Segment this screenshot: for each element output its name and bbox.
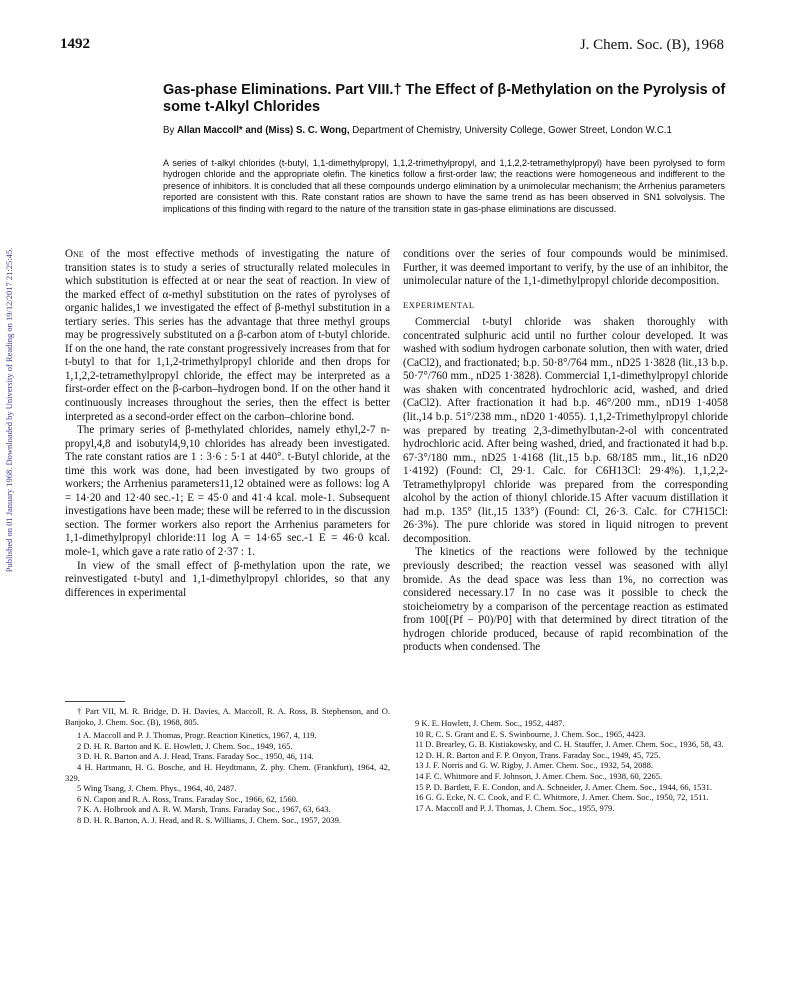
body-paragraph: Commercial t-butyl chloride was shaken thoroughly with concentrated sulphuric acid until no further colour developed. It was washed with sodium hydrogen carbonate solution, then with water, dried (CaCl2), and fractionated; b.p. 50·8°/764 mm., nD25 1·3828 (lit.,13 b.p. 50·7°/760 mm., nD25 1·3828). Commercial 1,1-dimethylpropyl chloride was shaken with concentrated hydrochloric acid, washed, and dried (CaCl2). After fractionation it had b.p. 46°/200 mm., nD19 1·4058 (lit.,14 b.p. 51°/238 mm., nD20 1·4055). 1,1,2-Trimethylpropyl chloride was prepared by treating 2,3-dimethylbutan-2-ol with concentrated hydrochloric acid. After being washed, dried, and fractionated it had b.p. 67·3°/180 mm., nD25 1·4168 (lit.,15 b.p. 68/185 mm., lit.,16 nD20 1·4192) (Found: Cl, 29·1. Calc. for C6H13Cl: 29·4%). 1,1,2,2-Tetramethylpropyl chloride was prepared from the corresponding alcohol by the action of thionyl chloride.15 After vacuum distillation it had m.p. 135° (lit.,15 133°) (Found: Cl, 26·3. Calc. for C7H15Cl: 26·3%). The pure chloride was stored in liquid nitrogen to prevent decomposition. bbox=[403, 316, 728, 545]
right-column bbox=[403, 248, 728, 655]
footnotes-left bbox=[65, 706, 390, 826]
author-prefix: By bbox=[163, 125, 177, 136]
author-names: Allan Maccoll* and (Miss) S. C. Wong, bbox=[177, 125, 350, 136]
reference: 6 N. Capon and R. A. Ross, Trans. Faraday Soc., 1966, 62, 1560. bbox=[77, 793, 299, 804]
page-number: 1492 bbox=[60, 36, 90, 52]
reference: 1 A. Maccoll and P. J. Thomas, Progr. Reaction Kinetics, 1967, 4, 119. bbox=[77, 730, 317, 741]
article-title: Gas-phase Eliminations. Part VIII.† The Effect of β-Methylation on the Pyrolysis of some t-Alkyl Chlorides bbox=[163, 82, 726, 115]
body-paragraph: The kinetics of the reactions were followed by the technique previously described; the reaction vessel was seasoned with allyl bromide. As the dead space was less than 1%, no correction was considered necessary.17 In no case was it possible to check the stoicheiometry by a comparison of the percentage reaction as estimated from 100[(Pf − P0)/P0] with that determined by direct titration of the hydrogen chloride produced, because of rapid recombination of the products when condensed. The bbox=[403, 546, 728, 654]
footnote-rule bbox=[65, 701, 125, 702]
intro-paragraph bbox=[65, 248, 390, 424]
reference: 2 D. H. R. Barton and K. E. Howlett, J. Chem. Soc., 1949, 165. bbox=[77, 740, 293, 751]
drop-word: One bbox=[65, 248, 84, 260]
reference: 4 H. Hartmann, H. G. Bosche, and H. Heydtmann, Z. phy. Chem. (Frankfurt), 1964, 42, 329. bbox=[65, 761, 390, 783]
reference: 3 D. H. R. Barton and A. J. Head, Trans. Faraday Soc., 1950, 46, 114. bbox=[77, 751, 314, 762]
section-heading: EXPERIMENTAL bbox=[403, 299, 475, 310]
reference: 9 K. E. Howlett, J. Chem. Soc., 1952, 4487. bbox=[415, 718, 565, 728]
reference: 15 P. D. Bartlett, F. E. Condon, and A. Schneider, J. Amer. Chem. Soc., 1944, 66, 1531. bbox=[415, 781, 712, 792]
reference: 5 Wing Tsang, J. Chem. Phys., 1964, 40, 2487. bbox=[77, 783, 237, 794]
body-paragraph: The primary series of β-methylated chlorides, namely ethyl,2-7 n-propyl,4,8 and isobutyl4,9,10 chlorides has already been investigated. The rate constant ratios are 1 : 3·6 : 5·1 at 440°. t-Butyl chloride, at the time this work was done, had been investigated by two groups of workers; the Arrhenius parameters11,12 obtained were as follows: log A = 14·20 and 12·40 sec.-1; E = 45·0 and 41·4 kcal. mole-1. Subsequent investigations have been made; these will be referred to in the discussion section. The former workers also report the Arrhenius parameters for 1,1-dimethylpropyl chloride:11 log A = 14·65 sec.-1 E = 46·0 kcal. mole-1, which gave a rate ratio of 2·37 : 1. bbox=[65, 424, 390, 559]
footnotes-right bbox=[403, 718, 728, 813]
intro-text: of the most effective methods of investigating the nature of transition states is to study a series of structurally related molecules in which substitution is effected at or near the seat of reaction. In view of the marked effect of α-methyl substitution on the rates of pyrolyses of organic halides,1 we investigated the effect of β-methyl substitution in a tertiary series. This series has the advantage that three methyl groups may be progressively substituted on a β-carbon atom of t-butyl chloride. If on the one hand, the rate constant progressively increases from that for t-butyl to that for 1,1,2-trimethylpropyl chloride and then drops for 1,1,2,2-tetramethylpropyl chloride, the effect may be interpreted as a first-order effect on the β-carbon–hydrogen bond. If on the other hand it continuously increases throughout the series, then the effect is better interpreted as a second-order effect on the carbon–chlorine bond. bbox=[65, 248, 390, 423]
left-column bbox=[65, 248, 390, 600]
reference: 14 F. C. Whitmore and F. Johnson, J. Amer. Chem. Soc., 1938, 60, 2265. bbox=[415, 770, 663, 781]
author-affiliation: Department of Chemistry, University College, Gower Street, London W.C.1 bbox=[349, 125, 672, 136]
journal-header: J. Chem. Soc. (B), 1968 bbox=[579, 37, 724, 53]
reference: 7 K. A. Holbrook and A. R. W. Marsh, Trans. Faraday Soc., 1967, 63, 643. bbox=[77, 804, 331, 815]
reference: 13 J. F. Norris and G. W. Rigby, J. Amer. Chem. Soc., 1932, 54, 2088. bbox=[415, 760, 653, 771]
reference: 12 D. H. R. Barton and F. P. Onyon, Trans. Faraday Soc., 1949, 45, 725. bbox=[415, 749, 661, 760]
download-watermark bbox=[0, 190, 18, 630]
abstract: A series of t-alkyl chlorides (t-butyl, 1,1-dimethylpropyl, 1,1,2-trimethylpropyl, and 1,1,2,2-tetramethylpropyl) have been pyrolysed to form hydrogen chloride and the appropriate olefin. The kinetics follow a first-order law; the reactions were homogeneous and indifferent to the presence of inhibitors. It is concluded that all these compounds undergo elimination by a unimolecular mechanism; the Arrhenius parameters reported are consistent with this. Rate constant ratios are shown to have the same trend as has been observed in SN1 solvolysis. The implications of this finding with regard to the nature of the transition state in gas-phase eliminations are discussed. bbox=[163, 158, 725, 214]
author-line bbox=[163, 124, 728, 137]
reference: 17 A. Maccoll and P. J. Thomas, J. Chem. Soc., 1955, 979. bbox=[415, 802, 615, 813]
reference: 10 R. C. S. Grant and E. S. Swinbourne, J. Chem. Soc., 1965, 4423. bbox=[415, 728, 646, 739]
body-paragraph: In view of the small effect of β-methylation upon the rate, we reinvestigated t-butyl and 1,1-dimethylpropyl chlorides, so that any differences in experimental bbox=[65, 559, 390, 599]
reference: 8 D. H. R. Barton, A. J. Head, and R. S. Williams, J. Chem. Soc., 1957, 2039. bbox=[77, 814, 341, 825]
download-watermark-text: Published on 01 January 1968. Downloaded by University of Reading on 19/12/2017 21:25:45. bbox=[4, 247, 14, 573]
footnote: † Part VII, M. R. Bridge, D. H. Davies, A. Maccoll, R. A. Ross, B. Stephenson, and O. Banjoko, J. Chem. Soc. (B), 1968, 805. bbox=[65, 706, 390, 727]
body-paragraph: conditions over the series of four compounds would be minimised. Further, it was deemed important to verify, by the use of an inhibitor, the unimolecular nature of the 1,1-dimethylpropyl chloride decomposition. bbox=[403, 248, 728, 288]
reference: 11 D. Brearley, G. B. Kistiakowsky, and C. H. Stauffer, J. Amer. Chem. Soc., 1936, 58, 43. bbox=[415, 739, 724, 750]
reference: 16 G. G. Ecke, N. C. Cook, and F. C. Whitmore, J. Amer. Chem. Soc., 1950, 72, 1511. bbox=[415, 792, 709, 803]
